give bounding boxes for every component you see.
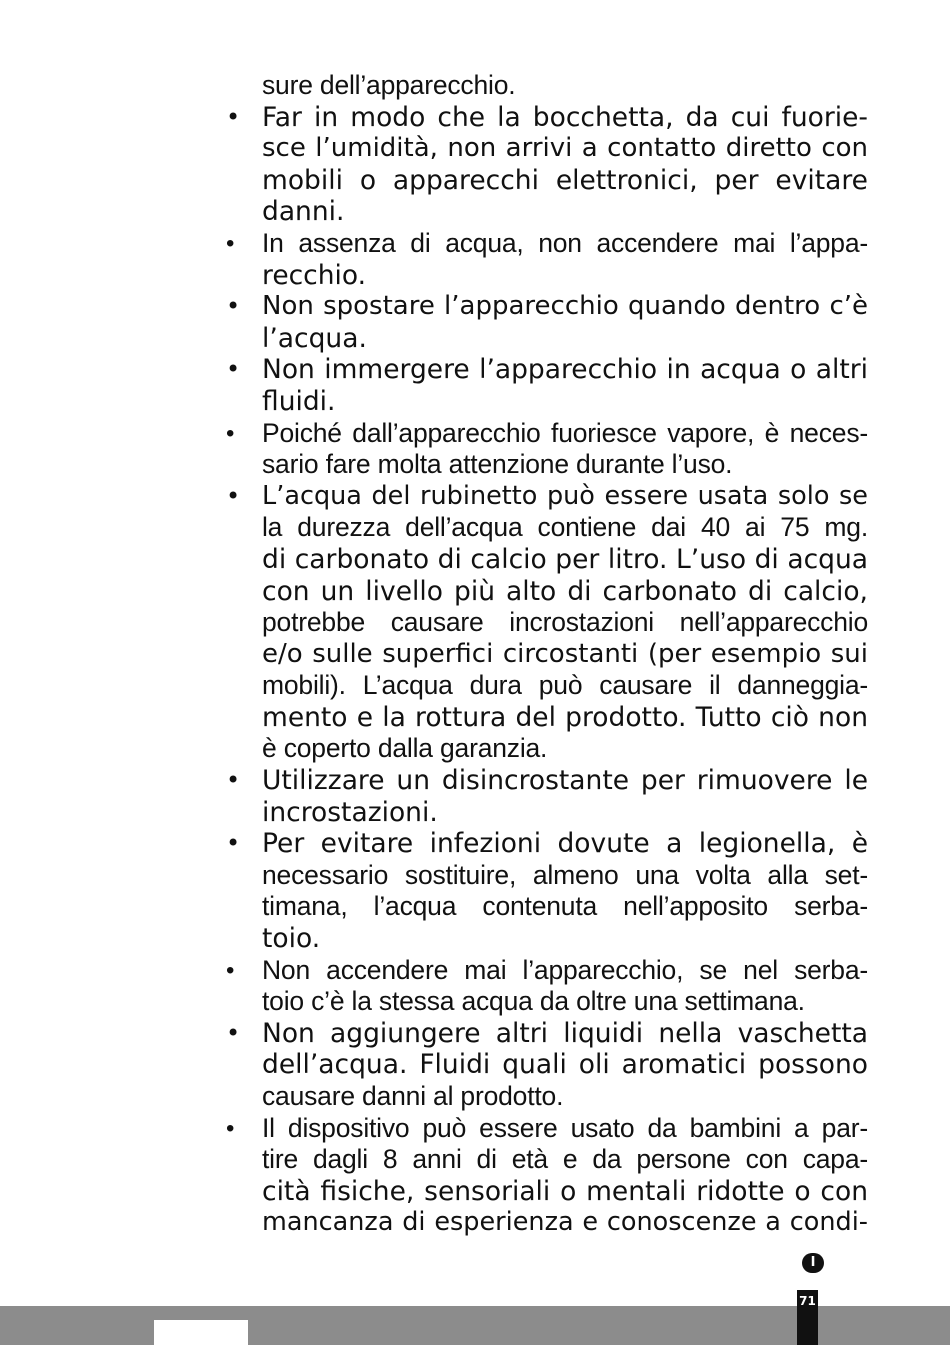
text-line [262, 1081, 868, 1113]
bullet-icon: • [226, 102, 241, 131]
text-line [262, 165, 868, 197]
text-line [226, 291, 868, 323]
bullet-icon: • [226, 1114, 235, 1142]
bullet-icon: • [226, 481, 241, 510]
line-text: toio. [262, 923, 321, 955]
text-line [226, 417, 868, 450]
line-text: fluidi. [262, 385, 336, 417]
line-text: incrostazioni. [262, 796, 438, 828]
text-line [262, 196, 868, 228]
page-number: 71 [797, 1290, 818, 1345]
line-text: mobili o apparecchi elettronici, per evitare [262, 164, 868, 196]
text-line [226, 101, 868, 134]
text-line [262, 1144, 868, 1176]
text-line [262, 1207, 868, 1239]
bullet-icon: • [226, 829, 241, 858]
bullet-icon: • [226, 956, 235, 984]
text-line [262, 449, 868, 481]
text-line [262, 576, 868, 608]
text-line [226, 227, 868, 260]
line-text: danni. [262, 196, 345, 228]
line-text: mobili). L’acqua dura può causare il danneggia- [262, 670, 868, 701]
text-line [262, 670, 868, 702]
line-text: sario fare molta attenzione durante l’uso. [262, 449, 733, 480]
line-text: Il dispositivo può essere usato da bambini a par- [262, 1112, 868, 1143]
line-text: dell’acqua. Fluidi quali oli aromatici possono [262, 1049, 868, 1081]
text-line [262, 639, 868, 671]
bullet-icon: • [226, 355, 241, 384]
line-text: Non accendere mai l’apparecchio, se nel serba- [262, 954, 868, 985]
text-line [262, 512, 868, 544]
text-line [262, 1049, 868, 1081]
line-text: cità fisiche, sensoriali o mentali ridotte o con [262, 1175, 868, 1207]
line-text: Utilizzare un disincrostante per rimuovere le [262, 765, 868, 797]
line-text: Non spostare l’apparecchio quando dentro c’è [262, 291, 868, 322]
line-text: di carbonato di calcio per litro. L’uso di acqua [262, 543, 868, 575]
line-text: Per evitare infezioni dovute a legionella, è [262, 828, 868, 860]
text-line [262, 260, 868, 292]
text-line [262, 70, 868, 102]
bullet-icon: • [226, 1018, 241, 1047]
text-line [226, 354, 868, 386]
text-line [262, 860, 868, 892]
bullet-icon: • [226, 292, 241, 321]
text-line [226, 1017, 868, 1050]
line-text: e/o sulle superfici circostanti (per esempio sui [262, 638, 868, 669]
text-line [226, 480, 868, 513]
line-text: l’acqua. [262, 322, 367, 354]
line-text: necessario sostituire, almeno una volta alla set- [262, 859, 868, 890]
line-text: Non immergere l’apparecchio in acqua o altri [262, 354, 868, 386]
text-line [262, 797, 868, 829]
language-badge: I [802, 1253, 824, 1273]
line-text: con un livello più alto di carbonato di calcio, [262, 575, 868, 607]
text-line [262, 323, 868, 355]
text-line [262, 544, 868, 576]
footer-white-box [154, 1320, 248, 1345]
line-text: tire dagli 8 anni di età e da persone con capa- [262, 1144, 868, 1175]
line-text: Poiché dall’apparecchio fuoriesce vapore, è neces- [262, 417, 868, 448]
line-text: mancanza di esperienza e conoscenze a condi- [262, 1207, 868, 1238]
line-text: potrebbe causare incrostazioni nell’apparecchio [262, 607, 868, 638]
body-text [226, 70, 868, 1239]
line-text: sure dell’apparecchio. [262, 70, 516, 100]
line-text: mento e la rottura del prodotto. Tutto ciò non [262, 701, 868, 733]
line-text: sce l’umidità, non arrivi a contatto diretto con [262, 133, 868, 164]
line-text: la durezza dell’acqua contiene dai 40 ai 75 mg. [262, 512, 868, 543]
line-text: In assenza di acqua, non accendere mai l’appa- [262, 227, 868, 258]
bullet-icon: • [226, 419, 235, 447]
text-line [226, 1112, 868, 1145]
bullet-icon: • [226, 766, 241, 795]
text-line [262, 607, 868, 639]
line-text: Far in modo che la bocchetta, da cui fuorie- [262, 101, 868, 133]
text-line [262, 733, 868, 765]
text-line [226, 954, 868, 987]
line-text: Non aggiungere altri liquidi nella vaschetta [262, 1017, 868, 1049]
text-line [262, 923, 868, 955]
text-line [262, 1176, 868, 1208]
line-text: causare danni al prodotto. [262, 1081, 564, 1111]
line-text: L’acqua del rubinetto può essere usata solo se [262, 480, 868, 511]
text-line [262, 986, 868, 1018]
line-text: timana, l’acqua contenuta nell’apposito serba- [262, 891, 868, 922]
text-line [262, 702, 868, 734]
line-text: recchio. [262, 259, 367, 291]
bullet-icon: • [226, 229, 235, 257]
text-line [262, 133, 868, 165]
text-line [262, 386, 868, 418]
line-text: è coperto dalla garanzia. [262, 733, 548, 764]
text-line [262, 891, 868, 923]
line-text: toio c’è la stessa acqua da oltre una settimana. [262, 986, 805, 1017]
text-line [226, 765, 868, 797]
text-line [226, 828, 868, 860]
